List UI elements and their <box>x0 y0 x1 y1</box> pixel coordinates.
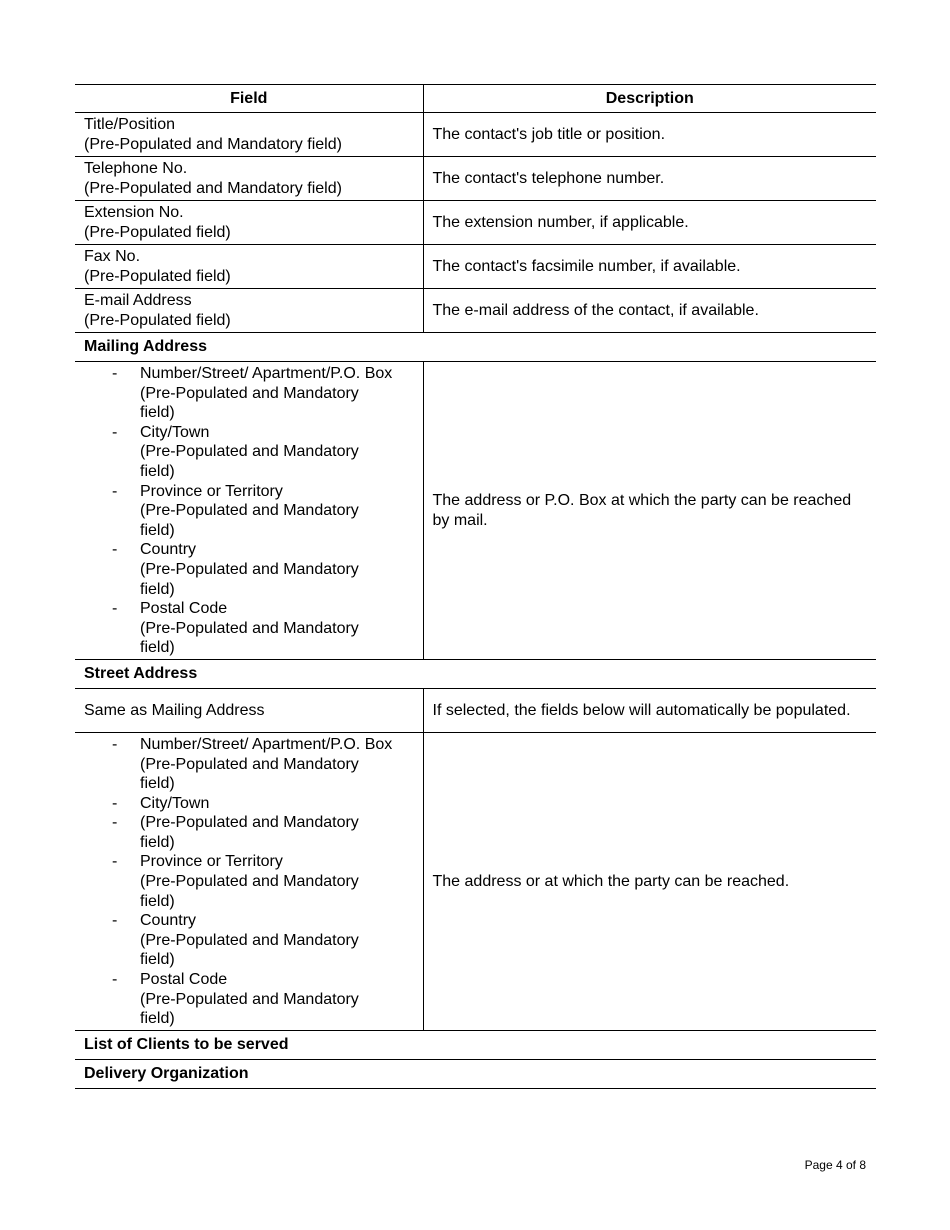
field-note: (Pre-Populated field) <box>84 312 231 329</box>
table-row <box>75 201 876 245</box>
list-item-line: field) <box>140 580 175 598</box>
same-as-mailing-description: If selected, the fields below will automatically be populated. <box>423 688 876 732</box>
dash-bullet: - <box>112 541 118 559</box>
list-item-line: Country <box>140 912 197 930</box>
list-item-line: field) <box>140 775 175 793</box>
section-list-of-clients-title: List of Clients to be served <box>75 1030 876 1059</box>
section-mailing-address <box>75 333 876 362</box>
list-item-line: field) <box>140 639 175 657</box>
section-street-address <box>75 659 876 688</box>
description-cell: The extension number, if applicable. <box>423 201 876 245</box>
dash-bullet: - <box>112 971 118 989</box>
list-item-line: field) <box>140 833 175 851</box>
table-row <box>75 157 876 201</box>
dash-bullet: - <box>112 365 118 382</box>
list-item-line: field) <box>140 1010 175 1028</box>
list-item-line: (Pre-Populated and Mandatory <box>140 502 359 520</box>
list-item-line: (Pre-Populated and Mandatory <box>140 619 359 637</box>
header-description: Description <box>423 85 876 113</box>
street-address-fields <box>75 732 423 1030</box>
field-note: (Pre-Populated field) <box>84 224 231 241</box>
field-note: (Pre-Populated and Mandatory field) <box>84 136 342 153</box>
dash-bullet: - <box>112 794 118 812</box>
dash-bullet: - <box>112 814 118 832</box>
list-item <box>84 364 414 423</box>
list-item-line: Postal Code <box>140 971 228 989</box>
dash-bullet: - <box>112 600 118 618</box>
field-description-table <box>75 84 876 1089</box>
list-item-line: Number/Street/ Apartment/P.O. Box <box>140 365 393 382</box>
table-row <box>75 113 876 157</box>
page-number: Page 4 of 8 <box>804 1158 866 1172</box>
description-cell: The contact's telephone number. <box>423 157 876 201</box>
description-cell: The contact's facsimile number, if available. <box>423 245 876 289</box>
dash-bullet: - <box>112 853 118 871</box>
list-item-line: Postal Code <box>140 600 228 618</box>
table-row <box>75 362 876 660</box>
description-cell: The e-mail address of the contact, if available. <box>423 289 876 333</box>
table-row <box>75 289 876 333</box>
list-item-line: field) <box>140 892 175 910</box>
section-list-of-clients <box>75 1030 876 1059</box>
list-item-line: (Pre-Populated and Mandatory <box>140 560 359 578</box>
table-body <box>75 113 876 1089</box>
table-row <box>75 732 876 1030</box>
header-field: Field <box>75 85 423 113</box>
dash-bullet: - <box>112 482 118 500</box>
list-item-line: field) <box>140 951 175 969</box>
table-row <box>75 245 876 289</box>
list-item <box>84 423 414 482</box>
list-item-line: (Pre-Populated and Mandatory <box>140 443 359 461</box>
section-delivery-organization <box>75 1059 876 1088</box>
street-address-description: The address or at which the party can be reached. <box>423 732 876 1030</box>
table-row <box>75 688 876 732</box>
list-item <box>84 540 414 599</box>
table-header-row <box>75 85 876 113</box>
field-cell <box>75 201 423 245</box>
list-item-line: Number/Street/ Apartment/P.O. Box <box>140 735 393 753</box>
list-item <box>84 852 414 911</box>
field-cell <box>75 245 423 289</box>
field-note: (Pre-Populated field) <box>84 268 231 285</box>
list-item-line: (Pre-Populated and Mandatory <box>140 990 359 1008</box>
list-item-line: Country <box>140 541 197 559</box>
list-item-line: (Pre-Populated and Mandatory <box>140 931 359 949</box>
list-item-line: Province or Territory <box>140 482 283 500</box>
list-item-line: City/Town <box>140 423 210 441</box>
list-item-line: field) <box>140 521 175 539</box>
list-item-line: City/Town <box>140 794 210 812</box>
list-item-line: field) <box>140 404 175 422</box>
field-name: Extension No. <box>84 204 184 222</box>
list-item <box>84 911 414 970</box>
mailing-address-fields <box>75 362 423 660</box>
section-delivery-organization-title: Delivery Organization <box>75 1059 876 1088</box>
dash-bullet: - <box>112 423 118 441</box>
list-item-line: (Pre-Populated and Mandatory <box>140 873 359 891</box>
same-as-mailing-field: Same as Mailing Address <box>75 688 423 732</box>
field-cell <box>75 113 423 157</box>
section-mailing-address-title: Mailing Address <box>75 333 876 362</box>
list-item-line: field) <box>140 462 175 480</box>
list-item <box>84 794 414 814</box>
list-item <box>84 813 414 852</box>
field-name: Title/Position <box>84 116 175 134</box>
list-item-line: (Pre-Populated and Mandatory <box>140 755 359 773</box>
mailing-address-description: The address or P.O. Box at which the party can be reached by mail. <box>423 362 876 660</box>
mailing-address-fields-list <box>84 364 414 658</box>
description-cell: The contact's job title or position. <box>423 113 876 157</box>
field-cell <box>75 289 423 333</box>
field-cell <box>75 157 423 201</box>
list-item-line: (Pre-Populated and Mandatory <box>140 384 359 402</box>
list-item-line: Province or Territory <box>140 853 283 871</box>
section-street-address-title: Street Address <box>75 659 876 688</box>
list-item-line: (Pre-Populated and Mandatory <box>140 814 359 832</box>
dash-bullet: - <box>112 735 118 753</box>
field-name: E-mail Address <box>84 292 192 310</box>
list-item <box>84 735 414 794</box>
field-name: Fax No. <box>84 248 141 266</box>
field-name: Telephone No. <box>84 160 188 178</box>
field-note: (Pre-Populated and Mandatory field) <box>84 180 342 197</box>
list-item <box>84 970 414 1029</box>
list-item <box>84 599 414 658</box>
list-item <box>84 482 414 541</box>
street-address-fields-list <box>84 735 414 1029</box>
dash-bullet: - <box>112 912 118 930</box>
